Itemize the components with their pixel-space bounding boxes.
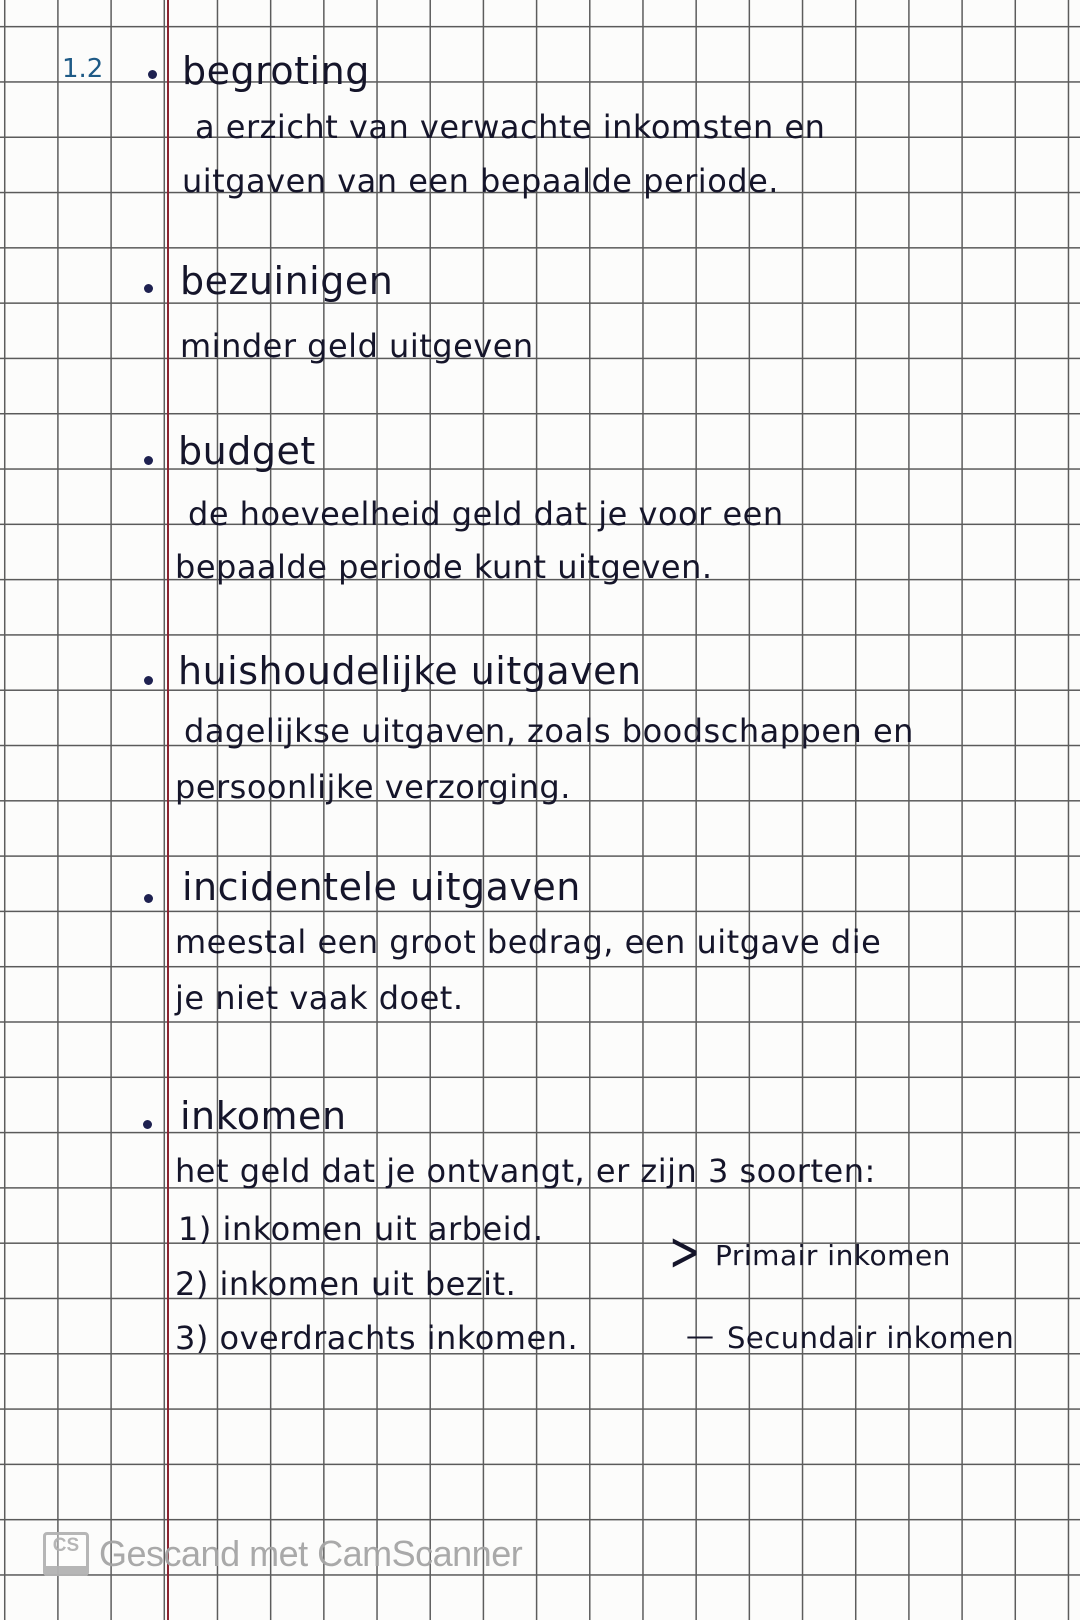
definition-line: minder geld uitgeven (180, 327, 534, 365)
bullet-icon (144, 456, 153, 465)
bullet-icon (144, 894, 153, 903)
definition-line: het geld dat je ontvangt, er zijn 3 soorten: (175, 1152, 876, 1190)
term-incidentele-uitgaven: incidentele uitgaven (182, 865, 581, 909)
definition-line: a erzicht van verwachte inkomsten en (195, 108, 826, 146)
income-type-3: 3) overdrachts inkomen. (175, 1319, 579, 1357)
bullet-icon (144, 284, 153, 293)
term-budget: budget (178, 429, 316, 473)
definition-line: meestal een groot bedrag, een uitgave die (175, 923, 882, 961)
section-number: 1.2 (62, 54, 104, 84)
annotation-dash: — (686, 1319, 715, 1352)
term-bezuinigen: bezuinigen (180, 259, 394, 303)
bullet-icon (148, 70, 157, 79)
margin-line (167, 0, 169, 1620)
camscanner-logo-icon (43, 1532, 89, 1576)
term-huishoudelijke-uitgaven: huishoudelijke uitgaven (178, 649, 642, 693)
definition-line: bepaalde periode kunt uitgeven. (175, 548, 713, 586)
brace-icon: > (668, 1220, 701, 1283)
definition-line: dagelijkse uitgaven, zoals boodschappen en (184, 712, 914, 750)
annotation-secundair-inkomen: Secundair inkomen (727, 1321, 1015, 1355)
annotation-primair-inkomen: Primair inkomen (715, 1239, 951, 1272)
definition-line: uitgaven van een bepaalde periode. (182, 162, 779, 200)
definition-line: de hoeveelheid geld dat je voor een (188, 495, 784, 533)
term-inkomen: inkomen (180, 1094, 347, 1138)
cs-icon-label: CS (52, 1535, 80, 1556)
bullet-icon (144, 676, 153, 685)
camscanner-watermark (43, 1532, 522, 1576)
definition-line: je niet vaak doet. (175, 979, 464, 1017)
definition-line: persoonlijke verzorging. (175, 768, 571, 806)
watermark-text: Gescand met CamScanner (99, 1533, 523, 1574)
bullet-icon (143, 1120, 152, 1129)
income-type-2: 2) inkomen uit bezit. (175, 1265, 517, 1303)
income-type-1: 1) inkomen uit arbeid. (178, 1210, 544, 1248)
term-begroting: begroting (182, 49, 370, 93)
